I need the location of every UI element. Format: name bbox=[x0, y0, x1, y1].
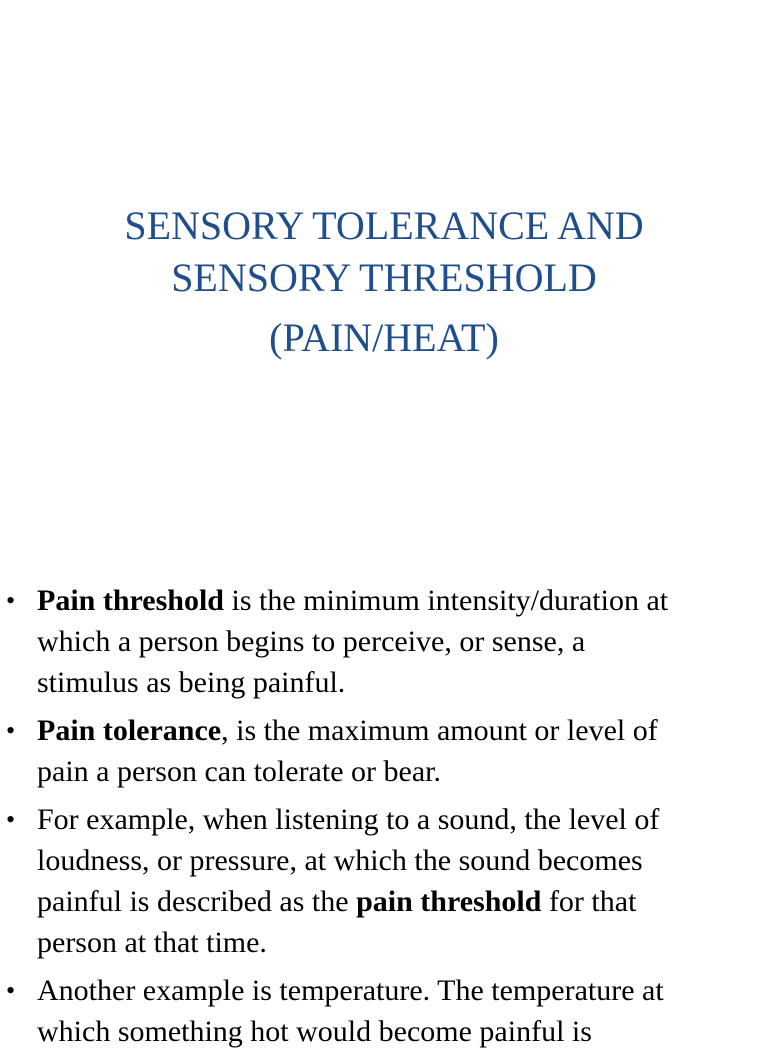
bullet-dot-icon: • bbox=[6, 976, 16, 1005]
bullet-line: For example, when listening to a sound, the level of bbox=[37, 803, 660, 836]
bullet-item-pain-tolerance bbox=[0, 710, 768, 792]
line-text: is the minimum intensity/duration at bbox=[224, 584, 669, 617]
bullet-line: person at that time. bbox=[37, 926, 267, 959]
bullet-dot-icon: • bbox=[6, 805, 16, 834]
title-line-1: SENSORY TOLERANCE AND bbox=[124, 203, 644, 248]
line-text: painful is described as the bbox=[37, 885, 357, 918]
bullet-line bbox=[37, 710, 762, 751]
bullet-item-sound-example bbox=[0, 799, 768, 963]
bullet-line bbox=[37, 580, 762, 621]
bullet-line bbox=[37, 881, 762, 922]
line-text: , is the maximum amount or level of bbox=[221, 714, 658, 747]
bullet-line: loudness, or pressure, at which the sound becomes bbox=[37, 844, 643, 877]
bullet-line: Another example is temperature. The temperature at bbox=[37, 974, 664, 1007]
bold-term: Pain threshold bbox=[37, 584, 224, 617]
bullet-dot-icon: • bbox=[6, 716, 16, 745]
bullet-line: pain a person can tolerate or bear. bbox=[37, 755, 441, 788]
line-text: for that bbox=[541, 885, 637, 918]
title-line-3: (PAIN/HEAT) bbox=[269, 315, 499, 360]
title-line-2: SENSORY THRESHOLD bbox=[171, 255, 597, 300]
bullet-list bbox=[0, 580, 768, 1059]
bullet-line: stimulus as being painful. bbox=[37, 666, 346, 699]
bullet-line: which something hot would become painful is bbox=[37, 1015, 592, 1048]
bold-term: pain threshold bbox=[356, 885, 542, 918]
bullet-line: which a person begins to perceive, or sense, a bbox=[37, 625, 586, 658]
bold-term: Pain tolerance bbox=[37, 714, 222, 747]
slide-title bbox=[0, 200, 768, 364]
bullet-item-temperature-example bbox=[0, 970, 768, 1052]
bullet-dot-icon: • bbox=[6, 586, 16, 615]
bullet-item-pain-threshold bbox=[0, 580, 768, 703]
